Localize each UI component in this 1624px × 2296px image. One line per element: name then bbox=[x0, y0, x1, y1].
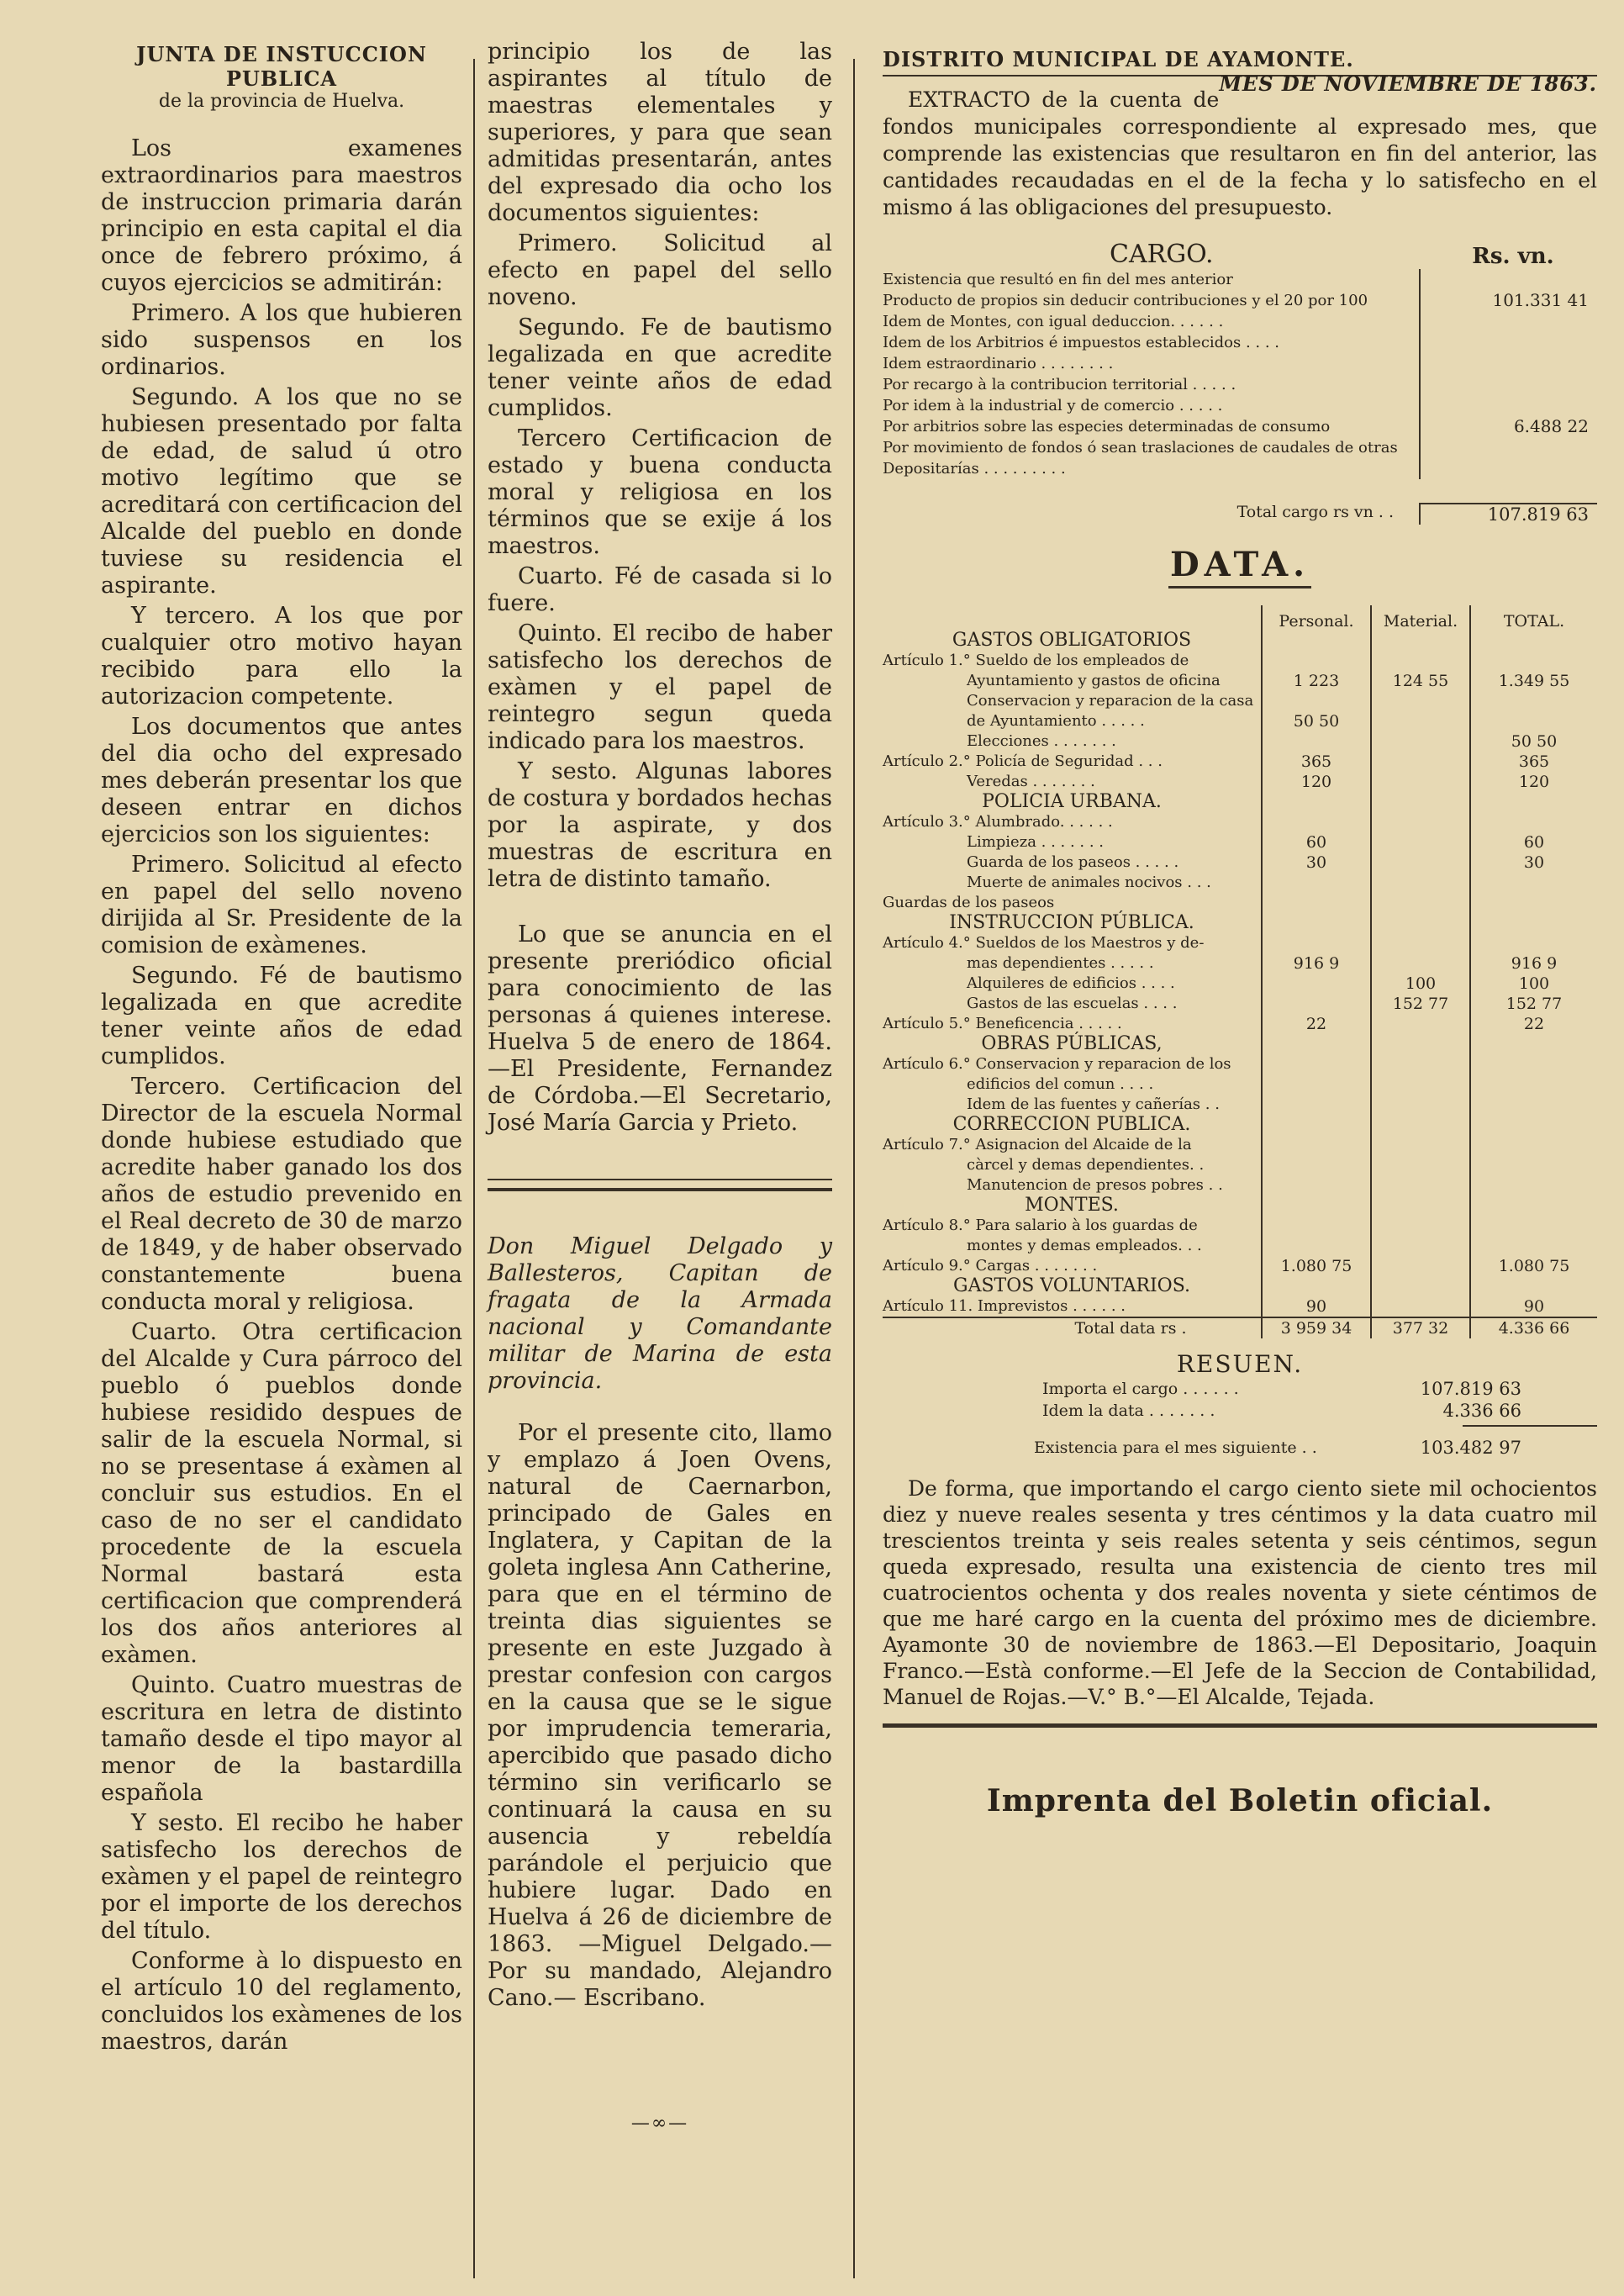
data-total bbox=[1469, 1034, 1597, 1054]
data-material bbox=[1370, 631, 1469, 651]
data-material bbox=[1370, 812, 1469, 832]
data-row-label: POLICIA URBANA. bbox=[982, 791, 1162, 812]
data-total bbox=[1469, 631, 1597, 651]
data-total bbox=[1469, 873, 1597, 893]
data-row bbox=[883, 1014, 1597, 1034]
data-material bbox=[1370, 1256, 1469, 1276]
data-personal bbox=[1261, 994, 1370, 1014]
data-section-row bbox=[883, 1034, 1597, 1054]
data-total bbox=[1469, 1074, 1597, 1095]
data-row bbox=[883, 852, 1597, 873]
column-divider-2 bbox=[853, 59, 855, 2278]
data-row-label: CORRECCION PUBLICA. bbox=[952, 1114, 1191, 1135]
data-total bbox=[1469, 1216, 1597, 1236]
data-material bbox=[1370, 852, 1469, 873]
final-statement: De forma, que importando el cargo ciento siete mil ochocientos diez y nueve reales sesenta y tres céntimos y la data cuatro mil trescientos treinta y seis reales setenta y seis céntimos, segun queda expresado, resulta una existencia de ciento tres mil cuatrocientos ochenta y dos reales noventa y siete céntimos de que me haré cargo en la cuenta del próximo mes de diciembre. Ayamonte 30 de noviembre de 1863.—El Depositario, Joaquin Franco.—Està conforme.—El Jefe de la Seccion de Contabilidad, Manuel de Rojas.—V.° B.°—El Alcalde, Tejada. bbox=[883, 1476, 1597, 1709]
junta-paragraph: Segundo. Fé de bautismo legalizada en que acredite tener veinte años de edad cumplidos. bbox=[101, 963, 462, 1069]
data-material bbox=[1370, 651, 1469, 671]
data-row bbox=[883, 1074, 1597, 1095]
cargo-row-amount bbox=[1419, 374, 1597, 395]
cargo-row-amount: 101.331 41 bbox=[1419, 290, 1597, 311]
cargo-row-amount bbox=[1419, 311, 1597, 332]
data-personal bbox=[1261, 873, 1370, 893]
data-personal bbox=[1261, 1216, 1370, 1236]
cargo-row-label: Producto de propios sin deducir contribuciones y el 20 por 100 bbox=[883, 292, 1368, 309]
data-personal bbox=[1261, 651, 1370, 671]
col-material: Material. bbox=[1370, 605, 1469, 631]
data-material bbox=[1370, 913, 1469, 933]
cargo-row bbox=[883, 437, 1597, 458]
data-total bbox=[1469, 933, 1597, 953]
data-material bbox=[1370, 1155, 1469, 1175]
data-material bbox=[1370, 953, 1469, 974]
data-row-label: OBRAS PÚBLICAS, bbox=[981, 1033, 1163, 1054]
cargo-row bbox=[883, 353, 1597, 374]
data-total bbox=[1469, 1054, 1597, 1074]
data-material: 152 77 bbox=[1370, 994, 1469, 1014]
cargo-row-label: Idem estraordinario . . . . . . . . bbox=[883, 355, 1114, 372]
data-material bbox=[1370, 731, 1469, 752]
data-material bbox=[1370, 792, 1469, 812]
data-row-label: Artículo 4.° Sueldos de los Maestros y de- bbox=[883, 934, 1205, 952]
data-material bbox=[1370, 1216, 1469, 1236]
data-section-row bbox=[883, 1196, 1597, 1216]
exam-paragraph: Segundo. Fe de bautismo legalizada en que acredite tener veinte años de edad cumplidos. bbox=[488, 314, 832, 421]
data-material bbox=[1370, 1135, 1469, 1155]
data-total bbox=[1469, 691, 1597, 711]
closing-rule bbox=[883, 1723, 1597, 1733]
data-row bbox=[883, 1135, 1597, 1155]
data-row bbox=[883, 772, 1597, 792]
data-personal bbox=[1261, 913, 1370, 933]
data-personal bbox=[1261, 974, 1370, 994]
data-total: 365 bbox=[1469, 752, 1597, 772]
data-total: 120 bbox=[1469, 772, 1597, 792]
cargo-header bbox=[883, 240, 1597, 269]
junta-paragraph: Quinto. Cuatro muestras de escritura en letra de distinto tamaño desde el tipo mayor al menor de la bastardilla española bbox=[101, 1672, 462, 1806]
data-personal bbox=[1261, 933, 1370, 953]
data-total bbox=[1469, 711, 1597, 731]
data-row bbox=[883, 1095, 1597, 1115]
data-personal: 916 9 bbox=[1261, 953, 1370, 974]
district-header bbox=[883, 47, 1597, 96]
cargo-row bbox=[883, 332, 1597, 353]
data-row bbox=[883, 893, 1597, 913]
data-total-row bbox=[883, 1317, 1597, 1338]
data-personal bbox=[1261, 1074, 1370, 1095]
data-row-label: GASTOS OBLIGATORIOS bbox=[952, 630, 1192, 651]
data-row-label: Ayuntamiento y gastos de oficina bbox=[967, 672, 1221, 689]
data-material bbox=[1370, 1196, 1469, 1216]
data-total bbox=[1469, 1175, 1597, 1196]
cargo-row-label: Idem de Montes, con igual deduccion. . . . . . bbox=[883, 313, 1224, 330]
cargo-row-label: Depositarías . . . . . . . . . bbox=[883, 460, 1066, 478]
data-personal bbox=[1261, 1155, 1370, 1175]
cargo-total-amount: 107.819 63 bbox=[1419, 503, 1597, 525]
cargo-row-label: Idem de los Arbitrios é impuestos establecidos . . . . bbox=[883, 334, 1280, 351]
data-total bbox=[1469, 913, 1597, 933]
data-total: 90 bbox=[1469, 1296, 1597, 1317]
data-table bbox=[883, 605, 1597, 1338]
data-total: 152 77 bbox=[1469, 994, 1597, 1014]
cargo-total-row bbox=[883, 503, 1597, 525]
resumen-total-row bbox=[883, 1435, 1597, 1460]
data-personal bbox=[1261, 1236, 1370, 1256]
data-row-label: Alquileres de edificios . . . . bbox=[967, 974, 1175, 992]
data-row-label: Gastos de las escuelas . . . . bbox=[967, 995, 1178, 1012]
data-row-label: Guarda de los paseos . . . . . bbox=[967, 853, 1179, 871]
junta-paragraph: Conforme à lo dispuesto en el artículo 10 del reglamento, concluidos los exàmenes de los maestros, darán bbox=[101, 1948, 462, 2055]
cargo-row-amount bbox=[1419, 458, 1597, 479]
resumen-row-amount: 4.336 66 bbox=[1442, 1401, 1521, 1421]
data-personal bbox=[1261, 1054, 1370, 1074]
exam-paragraph: Quinto. El recibo de haber satisfecho los derechos de exàmen y el papel de reintegro segun queda indicado para los maestros. bbox=[488, 620, 832, 754]
data-row bbox=[883, 994, 1597, 1014]
junta-paragraph: Tercero. Certificacion del Director de la escuela Normal donde hubiese estudiado que acredite haber ganado los dos años de estudio prevenido en el Real decreto de 30 de marzo de 1849, y de haber observado constantemente buena conducta moral y religiosa. bbox=[101, 1074, 462, 1315]
resumen-title: RESUEN. bbox=[1176, 1350, 1304, 1378]
junta-paragraph: Los examenes extraordinarios para maestros de instruccion primaria darán principio en esta capital el dia once de febrero próximo, á cuyos ejercicios se admitirán: bbox=[101, 135, 462, 296]
data-row-label: Artículo 6.° Conservacion y reparacion de los bbox=[883, 1055, 1231, 1073]
data-row-label: Conservacion y reparacion de la casa bbox=[967, 692, 1254, 710]
data-total: 50 50 bbox=[1469, 731, 1597, 752]
data-material bbox=[1370, 933, 1469, 953]
data-row-label: Artículo 5.° Beneficencia . . . . . bbox=[883, 1015, 1122, 1032]
data-total: 22 bbox=[1469, 1014, 1597, 1034]
cargo-row-amount bbox=[1419, 395, 1597, 416]
data-row-label: mas dependientes . . . . . bbox=[967, 954, 1154, 972]
data-personal bbox=[1261, 731, 1370, 752]
data-section-row bbox=[883, 792, 1597, 812]
data-material bbox=[1370, 691, 1469, 711]
data-material bbox=[1370, 1095, 1469, 1115]
column-1 bbox=[101, 42, 462, 2059]
data-material: 100 bbox=[1370, 974, 1469, 994]
data-row bbox=[883, 671, 1597, 691]
data-total: 1.349 55 bbox=[1469, 671, 1597, 691]
junta-paragraphs bbox=[101, 135, 462, 2056]
junta-paragraph: Segundo. A los que no se hubiesen presentado por falta de edad, de salud ú otro motivo legítimo que se acreditará con certificacion del Alcalde del pueblo en donde tuviese su residencia el aspirante. bbox=[101, 384, 462, 599]
data-row-label: Artículo 7.° Asignacion del Alcaide de la bbox=[883, 1136, 1192, 1153]
resumen-row bbox=[883, 1378, 1597, 1400]
data-row-label: Artículo 3.° Alumbrado. . . . . . bbox=[883, 813, 1113, 831]
data-total: 100 bbox=[1469, 974, 1597, 994]
data-section-row bbox=[883, 1115, 1597, 1135]
junta-subtitle: de la provincia de Huelva. bbox=[158, 91, 405, 112]
data-personal bbox=[1261, 691, 1370, 711]
data-material bbox=[1370, 1296, 1469, 1317]
data-row-label: GASTOS VOLUNTARIOS. bbox=[953, 1275, 1190, 1296]
cargo-row-amount: 6.488 22 bbox=[1419, 416, 1597, 437]
data-personal bbox=[1261, 812, 1370, 832]
data-total bbox=[1469, 651, 1597, 671]
data-personal: 60 bbox=[1261, 832, 1370, 852]
data-row-label: Artículo 2.° Policía de Seguridad . . . bbox=[883, 752, 1163, 770]
data-row-label: edificios del comun . . . . bbox=[967, 1075, 1154, 1093]
cargo-row-label: Existencia que resultó en fin del mes anterior bbox=[883, 271, 1233, 288]
data-material bbox=[1370, 772, 1469, 792]
data-row-label: Manutencion de presos pobres . . bbox=[967, 1176, 1223, 1194]
column-2 bbox=[488, 39, 832, 2134]
data-total bbox=[1469, 1276, 1597, 1296]
data-row bbox=[883, 711, 1597, 731]
data-personal: 120 bbox=[1261, 772, 1370, 792]
data-total bbox=[1469, 792, 1597, 812]
data-total bbox=[1469, 1135, 1597, 1155]
district-header-left: DISTRITO MUNICIPAL DE AYAMONTE. bbox=[883, 47, 1354, 71]
data-row bbox=[883, 1054, 1597, 1074]
data-personal: 90 bbox=[1261, 1296, 1370, 1317]
data-material bbox=[1370, 832, 1469, 852]
district-header-right: MES DE NOVIEMBRE DE 1863. bbox=[1219, 71, 1597, 96]
data-personal bbox=[1261, 792, 1370, 812]
data-row bbox=[883, 1256, 1597, 1276]
cargo-row bbox=[883, 290, 1597, 311]
data-row bbox=[883, 832, 1597, 852]
cargo-row-amount bbox=[1419, 437, 1597, 458]
data-material bbox=[1370, 1276, 1469, 1296]
data-total: 60 bbox=[1469, 832, 1597, 852]
data-personal: 3 959 34 bbox=[1261, 1318, 1370, 1338]
data-row bbox=[883, 691, 1597, 711]
data-material bbox=[1370, 1175, 1469, 1196]
cargo-row-label: Por idem à la industrial y de comercio . . . . . bbox=[883, 397, 1223, 414]
data-material: 124 55 bbox=[1370, 671, 1469, 691]
cargo-row-amount bbox=[1419, 269, 1597, 290]
junta-paragraph: Cuarto. Otra certificacion del Alcalde y Cura párroco del pueblo ó pueblos donde hubiese residido despues de salir de la escuela Normal, si no se presentase á exàmen al concluir sus estudios. En el caso de no ser el candidato procedente de la escuela Normal bastará esta certificacion que comprenderá los dos años anteriores al exàmen. bbox=[101, 1319, 462, 1668]
cargo-table bbox=[883, 269, 1597, 479]
data-section-row bbox=[883, 631, 1597, 651]
junta-paragraph: Primero. A los que hubieren sido suspensos en los ordinarios. bbox=[101, 300, 462, 380]
exam-continued-text bbox=[488, 39, 832, 1137]
data-ornament bbox=[1168, 586, 1311, 594]
junta-paragraph: Primero. Solicitud al efecto en papel del sello noveno dirijida al Sr. Presidente de la comision de exàmenes. bbox=[101, 852, 462, 958]
data-personal bbox=[1261, 1095, 1370, 1115]
data-row bbox=[883, 873, 1597, 893]
data-personal bbox=[1261, 1276, 1370, 1296]
data-row-label: Artículo 1.° Sueldo de los empleados de bbox=[883, 652, 1189, 669]
data-section-row bbox=[883, 913, 1597, 933]
data-row bbox=[883, 651, 1597, 671]
exam-paragraph: Y sesto. Algunas labores de costura y bordados hechas por la aspirate, y dos muestras de escritura en letra de distinto tamaño. bbox=[488, 758, 832, 892]
resumen-separator bbox=[1463, 1425, 1597, 1427]
data-personal bbox=[1261, 1196, 1370, 1216]
data-material bbox=[1370, 711, 1469, 731]
data-rows bbox=[883, 631, 1597, 1338]
junta-paragraph: Y sesto. El recibo he haber satisfecho los derechos de exàmen y el papel de reintegro por el importe de los derechos del título. bbox=[101, 1810, 462, 1944]
data-row bbox=[883, 953, 1597, 974]
data-personal bbox=[1261, 1115, 1370, 1135]
col-total: TOTAL. bbox=[1469, 605, 1597, 631]
data-total: 916 9 bbox=[1469, 953, 1597, 974]
data-row-label: Total data rs . bbox=[1074, 1319, 1187, 1338]
data-total bbox=[1469, 893, 1597, 913]
cargo-row bbox=[883, 395, 1597, 416]
data-total bbox=[1469, 812, 1597, 832]
data-material bbox=[1370, 1034, 1469, 1054]
resumen-table bbox=[883, 1378, 1597, 1422]
data-row-label: Veredas . . . . . . . bbox=[967, 773, 1095, 790]
data-total bbox=[1469, 1115, 1597, 1135]
data-row bbox=[883, 974, 1597, 994]
cargo-row bbox=[883, 416, 1597, 437]
data-row bbox=[883, 752, 1597, 772]
data-personal: 365 bbox=[1261, 752, 1370, 772]
junta-paragraph: Y tercero. A los que por cualquier otro motivo hayan recibido para ello la autorizacion competente. bbox=[101, 603, 462, 710]
cargo-row bbox=[883, 311, 1597, 332]
data-personal bbox=[1261, 631, 1370, 651]
cargo-unit: Rs. vn. bbox=[1472, 244, 1554, 269]
data-table-header bbox=[883, 605, 1597, 631]
column-divider-1 bbox=[473, 59, 475, 2278]
resumen-total-label: Existencia para el mes siguiente . . bbox=[1034, 1438, 1317, 1457]
data-row bbox=[883, 812, 1597, 832]
exam-paragraph: Tercero Certificacion de estado y buena conducta moral y religiosa en los términos que se exije á los maestros. bbox=[488, 425, 832, 559]
junta-paragraph: Los documentos que antes del dia ocho del expresado mes deberán presentar los que deseen entrar en dichos ejercicios son los siguientes: bbox=[101, 714, 462, 847]
resumen-row-amount: 107.819 63 bbox=[1420, 1379, 1521, 1399]
data-row bbox=[883, 731, 1597, 752]
data-material bbox=[1370, 752, 1469, 772]
data-personal: 1 223 bbox=[1261, 671, 1370, 691]
edict-body: Por el presente cito, llamo y emplazo á Joen Ovens, natural de Caernarbon, principado de Gales en Inglatera, y Capitan de la goleta inglesa Ann Catherine, para que en el término de treinta dias siguientes se presente en este Juzgado à prestar confesion con cargos en la causa que se le sigue por imprudencia temeraria, apercibido que pasado dicho término sin verificarlo se continuará la causa en su ausencia y rebeldía parándole el perjuicio que hubiere lugar. Dado en Huelva á 26 de diciembre de 1863. —Miguel Delgado.—Por su mandado, Alejandro Cano.— Escribano. bbox=[488, 1420, 832, 2011]
data-personal bbox=[1261, 1135, 1370, 1155]
data-row-label: Artículo 8.° Para salario à los guardas de bbox=[883, 1217, 1198, 1234]
cargo-row-amount bbox=[1419, 332, 1597, 353]
data-row bbox=[883, 1155, 1597, 1175]
data-material bbox=[1370, 1236, 1469, 1256]
data-personal bbox=[1261, 1175, 1370, 1196]
column-3 bbox=[883, 47, 1597, 1818]
exam-paragraph: principio los de las aspirantes al título de maestras elementales y superiores, y para que sean admitidas presentarán, antes del expresado dia ocho los documentos siguientes: bbox=[488, 39, 832, 226]
data-row-label: montes y demas empleados. . . bbox=[967, 1237, 1202, 1254]
data-material bbox=[1370, 893, 1469, 913]
data-material: 377 32 bbox=[1370, 1318, 1469, 1338]
data-total: 4.336 66 bbox=[1469, 1318, 1597, 1338]
data-personal bbox=[1261, 1034, 1370, 1054]
data-personal bbox=[1261, 893, 1370, 913]
data-total bbox=[1469, 1155, 1597, 1175]
exam-paragraph: Cuarto. Fé de casada si lo fuere. bbox=[488, 563, 832, 616]
data-material bbox=[1370, 1054, 1469, 1074]
cargo-row bbox=[883, 458, 1597, 479]
cargo-row-amount bbox=[1419, 353, 1597, 374]
data-section-row bbox=[883, 1276, 1597, 1296]
cargo-total-label: Total cargo rs vn . . bbox=[1236, 503, 1394, 521]
data-personal: 22 bbox=[1261, 1014, 1370, 1034]
cargo-row-label: Por movimiento de fondos ó sean traslaciones de caudales de otras bbox=[883, 439, 1398, 457]
exam-paragraph: Primero. Solicitud al efecto en papel del sello noveno. bbox=[488, 230, 832, 310]
cargo-row bbox=[883, 374, 1597, 395]
data-row-label: Limpieza . . . . . . . bbox=[967, 833, 1105, 851]
col-personal: Personal. bbox=[1261, 605, 1370, 631]
data-total bbox=[1469, 1236, 1597, 1256]
imprenta-footer: Imprenta del Boletin oficial. bbox=[986, 1783, 1494, 1818]
data-material bbox=[1370, 1115, 1469, 1135]
section-rule bbox=[488, 1179, 832, 1191]
data-row-label: Muerte de animales nocivos . . . bbox=[967, 874, 1211, 891]
resumen-row bbox=[883, 1400, 1597, 1422]
data-title: DATA. bbox=[1169, 545, 1310, 584]
data-row bbox=[883, 1296, 1597, 1317]
resumen-row-label: Importa el cargo . . . . . . bbox=[1042, 1380, 1239, 1398]
resumen-total-amount: 103.482 97 bbox=[1420, 1438, 1521, 1458]
cargo-row-label: Por arbitrios sobre las especies determinadas de consumo bbox=[883, 418, 1331, 435]
exam-paragraph: Lo que se anuncia en el presente preriódico oficial para conocimiento de las personas á quienes interese. Huelva 5 de enero de 1864. —El Presidente, Fernandez de Córdoba.—El Secretario, José María Garcia y Prieto. bbox=[488, 921, 832, 1136]
data-row-label: Guardas de los paseos bbox=[883, 894, 1055, 911]
data-total bbox=[1469, 1196, 1597, 1216]
data-row bbox=[883, 1236, 1597, 1256]
data-row bbox=[883, 933, 1597, 953]
data-personal: 30 bbox=[1261, 852, 1370, 873]
data-personal: 1.080 75 bbox=[1261, 1256, 1370, 1276]
data-row-label: Elecciones . . . . . . . bbox=[967, 732, 1116, 750]
cargo-title: CARGO. bbox=[1110, 240, 1214, 269]
edict-header: Don Miguel Delgado y Ballesteros, Capitan de fragata de la Armada nacional y Comandante militar de Marina de esta provincia. bbox=[488, 1233, 832, 1394]
data-material bbox=[1370, 1074, 1469, 1095]
data-total bbox=[1469, 1095, 1597, 1115]
data-row bbox=[883, 1216, 1597, 1236]
ornament-divider: —∞— bbox=[630, 2113, 689, 2134]
data-row-label: de Ayuntamiento . . . . . bbox=[967, 712, 1145, 730]
cargo-row-label: Por recargo à la contribucion territorial . . . . . bbox=[883, 376, 1236, 393]
data-row-label: Artículo 11. Imprevistos . . . . . . bbox=[883, 1297, 1126, 1315]
data-row-label: Idem de las fuentes y cañerías . . bbox=[967, 1095, 1220, 1113]
data-row-label: MONTES. bbox=[1025, 1195, 1119, 1216]
data-row-label: INSTRUCCION PÚBLICA. bbox=[949, 912, 1194, 933]
data-material bbox=[1370, 1014, 1469, 1034]
extract-text: EXTRACTO de la cuenta de fondos municipales correspondiente al expresado mes, que comprende las existencias que resultaron en fin del anterior, las cantidades recaudadas en el de la fecha y lo satisfecho en el mismo á las obligaciones del presupuesto. bbox=[883, 87, 1597, 219]
data-row-label: càrcel y demas dependientes. . bbox=[967, 1156, 1205, 1174]
data-total: 30 bbox=[1469, 852, 1597, 873]
data-total: 1.080 75 bbox=[1469, 1256, 1597, 1276]
junta-title: JUNTA DE INSTUCCION PUBLICA bbox=[136, 42, 427, 91]
data-row-label: Artículo 9.° Cargas . . . . . . . bbox=[883, 1257, 1098, 1275]
resumen-row-label: Idem la data . . . . . . . bbox=[1042, 1401, 1215, 1420]
data-personal: 50 50 bbox=[1261, 711, 1370, 731]
cargo-row bbox=[883, 269, 1597, 290]
data-material bbox=[1370, 873, 1469, 893]
data-row bbox=[883, 1175, 1597, 1196]
